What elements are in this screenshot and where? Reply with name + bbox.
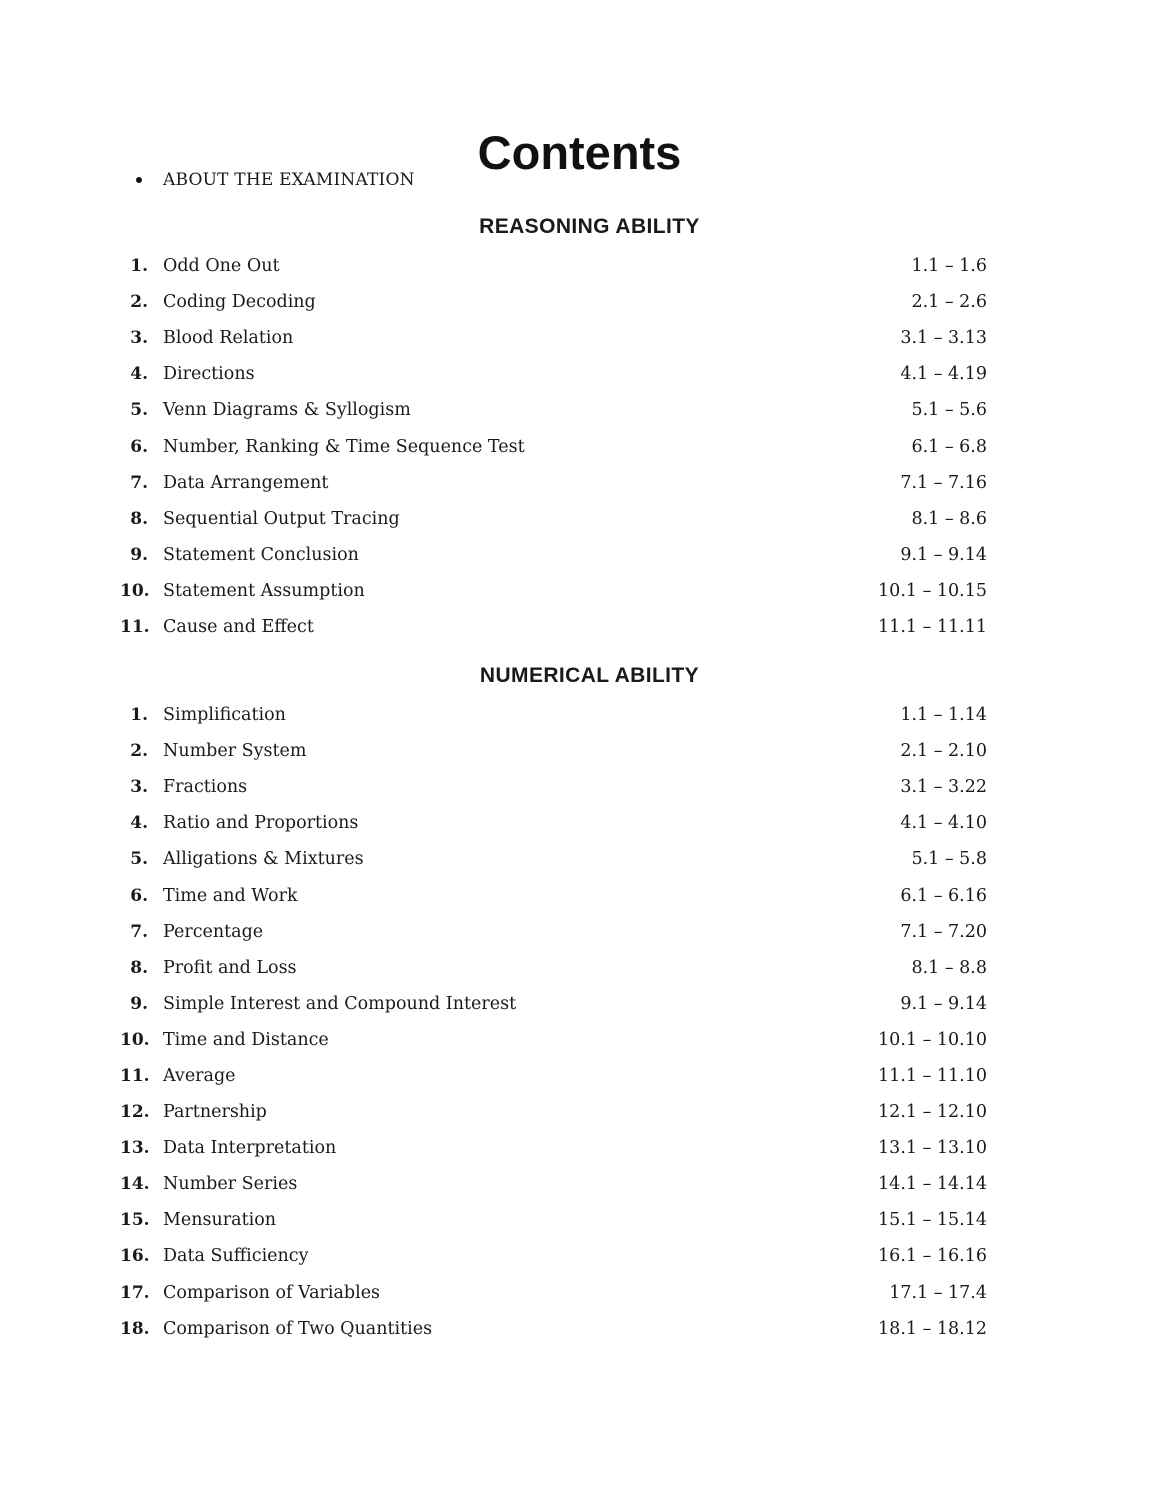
toc-entry-number: 1. — [130, 705, 148, 726]
toc-entry[interactable] — [120, 537, 987, 573]
toc-entry-pages: 2.1 – 2.6 — [911, 292, 987, 313]
toc-entry-title: Time and Distance — [163, 1029, 329, 1050]
toc-entry-title: Mensuration — [163, 1210, 277, 1231]
toc-entry-title: Comparison of Variables — [163, 1282, 381, 1303]
toc-entry[interactable] — [120, 986, 987, 1022]
toc-entry-number: 9. — [130, 993, 148, 1014]
toc-entry-title: Sequential Output Tracing — [163, 508, 400, 529]
toc-entry-number: 2. — [130, 292, 148, 313]
toc-entry-title: Number, Ranking & Time Sequence Test — [163, 436, 525, 457]
toc-entry-title: Cause and Effect — [163, 616, 314, 637]
toc-list-reasoning — [120, 248, 987, 645]
toc-entry[interactable] — [120, 501, 987, 537]
toc-entry-number: 6. — [130, 436, 148, 457]
toc-entry-pages: 6.1 – 6.16 — [900, 885, 987, 906]
toc-entry-title: Average — [163, 1065, 236, 1086]
toc-entry-pages: 17.1 – 17.4 — [889, 1282, 987, 1303]
toc-entry-number: 11. — [120, 1065, 150, 1086]
toc-entry[interactable] — [120, 609, 987, 645]
toc-entry-title: Data Sufficiency — [163, 1246, 309, 1267]
toc-entry-pages: 13.1 – 13.10 — [878, 1138, 987, 1159]
toc-entry-title: Data Arrangement — [163, 472, 329, 493]
toc-entry-number: 6. — [130, 885, 148, 906]
toc-entry-number: 5. — [130, 400, 148, 421]
toc-entry-pages: 7.1 – 7.20 — [900, 921, 987, 942]
toc-entry-pages: 8.1 – 8.6 — [911, 508, 987, 529]
toc-entry-title: Venn Diagrams & Syllogism — [163, 400, 411, 421]
toc-entry-number: 3. — [130, 328, 148, 349]
toc-entry[interactable] — [120, 428, 987, 464]
toc-entry-title: Partnership — [163, 1102, 267, 1123]
toc-entry-number: 16. — [120, 1246, 150, 1267]
toc-entry-number: 17. — [120, 1282, 150, 1303]
toc-entry-title: Alligations & Mixtures — [163, 849, 364, 870]
toc-entry-pages: 8.1 – 8.8 — [911, 957, 987, 978]
toc-entry-number: 10. — [120, 580, 150, 601]
toc-entry-title: Number Series — [163, 1174, 298, 1195]
toc-entry[interactable] — [120, 1238, 987, 1274]
toc-entry-title: Blood Relation — [163, 328, 294, 349]
toc-entry[interactable] — [120, 356, 987, 392]
toc-entry[interactable] — [120, 914, 987, 950]
intro-label: ABOUT THE EXAMINATION — [163, 170, 415, 190]
toc-entry-number: 15. — [120, 1210, 150, 1231]
toc-entry-title: Ratio and Proportions — [163, 813, 359, 834]
bullet-icon — [136, 177, 142, 183]
toc-entry-pages: 1.1 – 1.14 — [900, 705, 987, 726]
toc-entry-pages: 10.1 – 10.15 — [878, 580, 987, 601]
toc-entry[interactable] — [120, 1202, 987, 1238]
toc-entry[interactable] — [120, 1094, 987, 1130]
toc-entry-number: 7. — [130, 472, 148, 493]
toc-entry-pages: 5.1 – 5.8 — [911, 849, 987, 870]
toc-entry-pages: 7.1 – 7.16 — [900, 472, 987, 493]
toc-entry-pages: 3.1 – 3.22 — [900, 777, 987, 798]
toc-entry[interactable] — [120, 769, 987, 805]
toc-entry-title: Directions — [163, 364, 255, 385]
toc-entry[interactable] — [120, 1166, 987, 1202]
toc-entry-title: Odd One Out — [163, 256, 280, 277]
toc-entry-number: 4. — [130, 813, 148, 834]
toc-entry-title: Number System — [163, 741, 307, 762]
toc-entry-title: Fractions — [163, 777, 248, 798]
toc-entry-number: 9. — [130, 544, 148, 565]
toc-entry-pages: 2.1 – 2.10 — [900, 741, 987, 762]
toc-entry[interactable] — [120, 392, 987, 428]
toc-entry-pages: 15.1 – 15.14 — [878, 1210, 987, 1231]
toc-entry-pages: 1.1 – 1.6 — [911, 256, 987, 277]
toc-entry-pages: 16.1 – 16.16 — [878, 1246, 987, 1267]
toc-entry-pages: 18.1 – 18.12 — [878, 1318, 987, 1339]
section-heading-numerical: NUMERICAL ABILITY — [479, 664, 700, 687]
toc-entry-pages: 12.1 – 12.10 — [878, 1102, 987, 1123]
page-title: Contents — [477, 126, 682, 180]
toc-entry-title: Percentage — [163, 921, 264, 942]
toc-entry-pages: 5.1 – 5.6 — [911, 400, 987, 421]
toc-entry[interactable] — [120, 1022, 987, 1058]
toc-list-numerical — [120, 697, 987, 1347]
toc-entry-pages: 6.1 – 6.8 — [911, 436, 987, 457]
toc-entry[interactable] — [120, 1130, 987, 1166]
toc-entry-number: 3. — [130, 777, 148, 798]
toc-entry-number: 14. — [120, 1174, 150, 1195]
toc-entry-number: 8. — [130, 957, 148, 978]
toc-entry-title: Statement Assumption — [163, 580, 365, 601]
toc-entry-title: Data Interpretation — [163, 1138, 337, 1159]
toc-entry[interactable] — [120, 805, 987, 841]
toc-entry[interactable] — [120, 1275, 987, 1311]
toc-entry-number: 10. — [120, 1029, 150, 1050]
toc-entry-number: 18. — [120, 1318, 150, 1339]
toc-entry[interactable] — [120, 284, 987, 320]
toc-entry-title: Simple Interest and Compound Interest — [163, 993, 517, 1014]
toc-entry-title: Statement Conclusion — [163, 544, 359, 565]
toc-entry[interactable] — [120, 877, 987, 913]
toc-entry[interactable] — [120, 320, 987, 356]
toc-entry[interactable] — [120, 1311, 987, 1347]
intro-item[interactable] — [134, 166, 415, 194]
toc-entry-number: 7. — [130, 921, 148, 942]
toc-entry[interactable] — [120, 697, 987, 733]
toc-entry[interactable] — [120, 465, 987, 501]
toc-entry-number: 5. — [130, 849, 148, 870]
toc-entry-pages: 4.1 – 4.19 — [900, 364, 987, 385]
toc-entry-pages: 10.1 – 10.10 — [878, 1029, 987, 1050]
section-heading-reasoning: REASONING ABILITY — [479, 215, 700, 238]
toc-entry-title: Profit and Loss — [163, 957, 297, 978]
toc-entry[interactable] — [120, 1058, 987, 1094]
toc-entry-number: 1. — [130, 256, 148, 277]
toc-entry-number: 11. — [120, 616, 150, 637]
toc-entry-pages: 4.1 – 4.10 — [900, 813, 987, 834]
toc-entry[interactable] — [120, 248, 987, 284]
toc-entry-number: 4. — [130, 364, 148, 385]
toc-entry[interactable] — [120, 733, 987, 769]
toc-entry[interactable] — [120, 950, 987, 986]
toc-entry-pages: 9.1 – 9.14 — [900, 993, 987, 1014]
toc-entry-number: 12. — [120, 1102, 150, 1123]
toc-entry-title: Time and Work — [163, 885, 298, 906]
toc-entry[interactable] — [120, 841, 987, 877]
toc-entry-number: 13. — [120, 1138, 150, 1159]
toc-entry-pages: 3.1 – 3.13 — [900, 328, 987, 349]
toc-entry-number: 2. — [130, 741, 148, 762]
toc-entry-pages: 14.1 – 14.14 — [878, 1174, 987, 1195]
toc-entry[interactable] — [120, 573, 987, 609]
toc-entry-number: 8. — [130, 508, 148, 529]
toc-entry-title: Simplification — [163, 705, 286, 726]
toc-entry-title: Coding Decoding — [163, 292, 316, 313]
toc-entry-pages: 11.1 – 11.11 — [878, 616, 987, 637]
toc-entry-title: Comparison of Two Quantities — [163, 1318, 433, 1339]
toc-entry-pages: 9.1 – 9.14 — [900, 544, 987, 565]
toc-entry-pages: 11.1 – 11.10 — [878, 1065, 987, 1086]
